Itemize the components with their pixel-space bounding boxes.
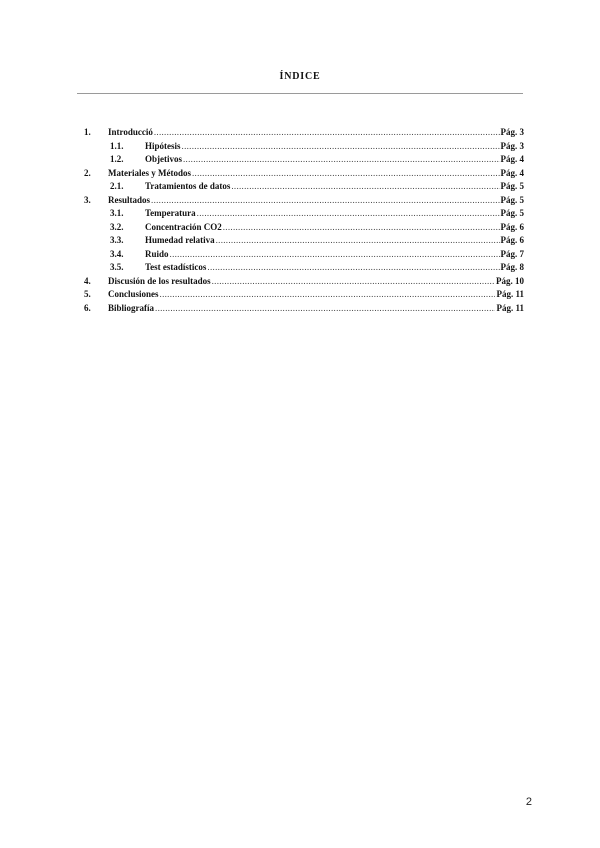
toc-entry-page: Pág. 5 <box>500 194 524 205</box>
toc-entry-label: Conclusiones <box>108 289 159 299</box>
toc-entry[interactable] <box>84 168 524 182</box>
toc-entry-label: Materiales y Métodos <box>108 167 191 178</box>
toc-entry-label: Ruido <box>145 248 169 259</box>
toc-entry-label: Hipótesis <box>145 140 181 151</box>
toc-subentry[interactable] <box>84 262 524 276</box>
toc-dot-leader <box>223 222 500 232</box>
toc-entry-label: Bibliografía <box>108 302 155 313</box>
toc-dot-leader <box>183 154 500 164</box>
table-of-contents <box>84 127 524 316</box>
toc-subentry[interactable] <box>84 154 524 168</box>
toc-entry-number: 1.1. <box>110 140 124 151</box>
toc-entry-number: 3.1. <box>110 208 124 218</box>
toc-dot-leader <box>197 208 500 218</box>
toc-subentry[interactable] <box>84 249 524 263</box>
toc-dot-leader <box>192 168 500 178</box>
toc-entry-number: 6. <box>84 302 91 313</box>
toc-entry-number: 3. <box>84 194 91 205</box>
toc-entry-page: Pág. 4 <box>500 154 524 164</box>
toc-entry-label: Temperatura <box>145 208 196 218</box>
toc-entry-number: 3.5. <box>110 262 124 272</box>
toc-entry-page: Pág. 11 <box>496 302 524 313</box>
page-title: ÍNDICE <box>279 71 321 82</box>
toc-entry-page: Pág. 7 <box>500 248 524 259</box>
toc-entry-label: Objetivos <box>145 154 182 164</box>
toc-entry-page: Pág. 3 <box>500 127 524 137</box>
toc-entry-label: Resultados <box>108 194 151 205</box>
toc-dot-leader <box>160 289 496 299</box>
toc-dot-leader <box>231 181 499 191</box>
toc-entry[interactable] <box>84 303 524 317</box>
toc-entry[interactable] <box>84 195 524 209</box>
toc-entry-number: 4. <box>84 275 91 286</box>
toc-dot-leader <box>155 303 495 313</box>
page-number: 2 <box>525 796 532 808</box>
toc-entry-number: 1. <box>84 127 91 137</box>
toc-dot-leader <box>182 141 500 151</box>
toc-entry-number: 1.2. <box>110 154 124 164</box>
toc-subentry[interactable] <box>84 208 524 222</box>
toc-dot-leader <box>216 235 500 245</box>
toc-entry-page: Pág. 4 <box>500 167 524 178</box>
toc-dot-leader <box>154 127 500 137</box>
toc-entry-label: Introducció <box>108 127 153 137</box>
toc-entry-label: Humedad relativa <box>145 235 215 245</box>
toc-entry-page: Pág. 6 <box>500 221 524 232</box>
toc-dot-leader <box>212 276 495 286</box>
toc-dot-leader <box>170 249 500 259</box>
toc-entry-page: Pág. 8 <box>500 262 524 272</box>
toc-entry-number: 3.2. <box>110 221 124 232</box>
toc-entry-label: Tratamientos de datos <box>145 181 231 191</box>
toc-entry[interactable] <box>84 127 524 141</box>
title-divider <box>77 93 523 94</box>
toc-entry-page: Pág. 3 <box>500 140 524 151</box>
toc-entry-page: Pág. 5 <box>500 208 524 218</box>
toc-entry-number: 3.4. <box>110 248 124 259</box>
toc-subentry[interactable] <box>84 181 524 195</box>
toc-entry-page: Pág. 11 <box>496 289 524 299</box>
toc-entry-page: Pág. 10 <box>496 275 524 286</box>
toc-entry-number: 3.3. <box>110 235 124 245</box>
toc-entry-label: Test estadísticos <box>145 262 207 272</box>
toc-entry-page: Pág. 6 <box>500 235 524 245</box>
toc-entry-number: 2.1. <box>110 181 124 191</box>
toc-subentry[interactable] <box>84 235 524 249</box>
toc-dot-leader <box>207 262 499 272</box>
toc-entry-label: Discusión de los resultados <box>108 275 211 286</box>
toc-subentry[interactable] <box>84 222 524 236</box>
toc-subentry[interactable] <box>84 141 524 155</box>
toc-entry[interactable] <box>84 289 524 303</box>
toc-entry[interactable] <box>84 276 524 290</box>
toc-entry-number: 2. <box>84 167 91 178</box>
toc-entry-page: Pág. 5 <box>500 181 524 191</box>
toc-entry-label: Concentración CO2 <box>145 221 222 232</box>
toc-dot-leader <box>151 195 499 205</box>
toc-entry-number: 5. <box>84 289 91 299</box>
